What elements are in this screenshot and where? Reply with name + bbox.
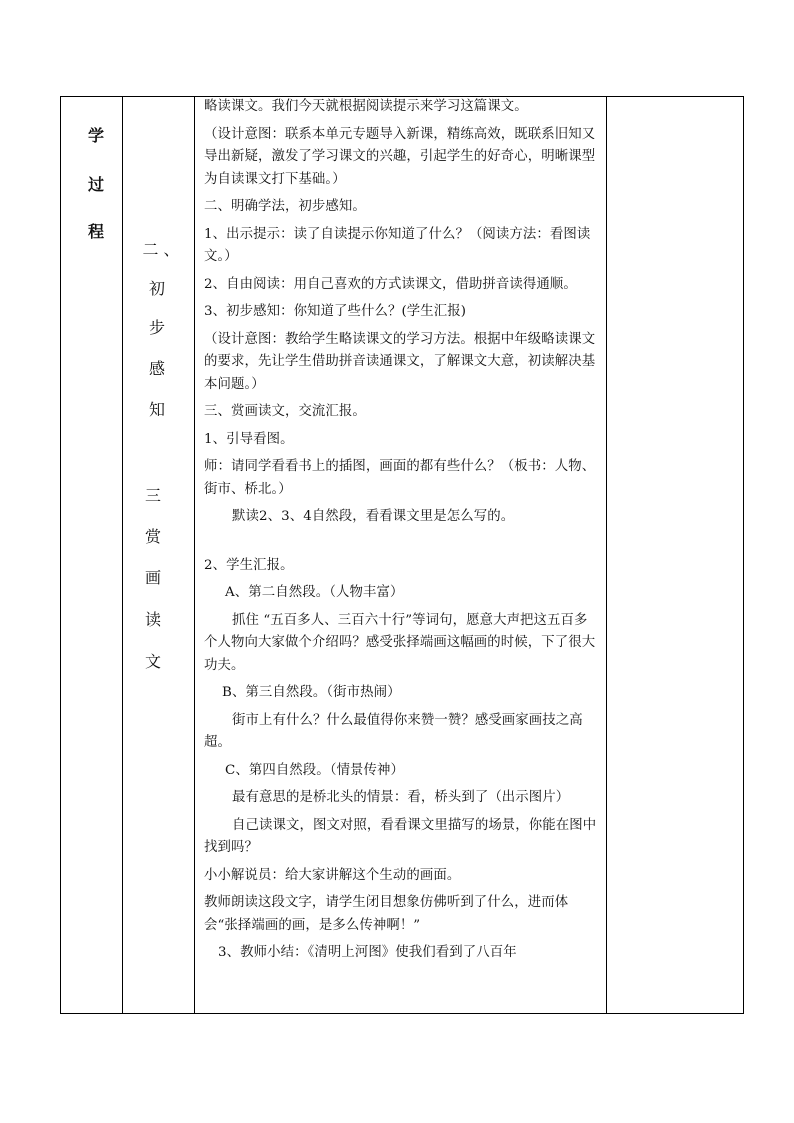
content-line: A、第二自然段。（人物丰富） [225, 585, 404, 600]
content-line: 2、自由阅读：用自己喜欢的方式读课文，借助拼音读得通顺。 [204, 276, 577, 292]
section-label-char: 二 、 [142, 240, 180, 259]
stage-label-char: 学 [87, 126, 104, 145]
content-line: 三、赏画读文，交流汇报。 [204, 404, 366, 419]
content-line: 二、明确学法，初步感知。 [204, 199, 366, 214]
stage-label-column [61, 97, 122, 1013]
section-label-char: 步 [148, 318, 165, 337]
stage-label-char: 程 [87, 222, 104, 241]
content-column [194, 97, 606, 1013]
content-line: 师：请同学看看书上的插图，画面的都有些什么？（板书：人物、街市、桥北。） [204, 459, 596, 497]
content-line: 默读2、3、4自然段，看看课文里是怎么写的。 [232, 509, 515, 524]
content-line: 1、出示提示：读了自读提示你知道了什么？（阅读方法：看图读文。） [204, 226, 591, 264]
section-label-char: 感 [148, 359, 165, 378]
content-line: 自己读课文，图文对照，看看课文里描写的场景，你能在图中找到吗？ [204, 817, 597, 855]
content-line: 3、初步感知：你知道了些什么？(学生汇报) [204, 304, 467, 319]
content-line: 抓住 “五百多人、三百六十行”等词句，愿意大声把这五百多个人物向大家做个介绍吗？感受张择端画这幅画的时候，下了很大功夫。 [204, 612, 596, 673]
content-line: 1、引导看图。 [204, 431, 294, 447]
content-line: 2、学生汇报。 [204, 557, 294, 573]
notes-column [606, 97, 745, 1013]
section-label-char: 读 [144, 610, 161, 629]
content-line: 街市上有什么？什么最值得你来赞一赞？感受画家画技之高超。 [204, 712, 583, 750]
section-label-char: 初 [148, 279, 165, 298]
content-line: （设计意图：教给学生略读课文的学习方法。根据中年级略读课文的要求，先让学生借助拼音读通课文，了解课文大意，初读解决基本问题。） [204, 331, 596, 392]
content-line: 最有意思的是桥北头的情景：看，桥头到了（出示图片） [232, 790, 570, 805]
content-line: B、第三自然段。（街市热闹） [222, 685, 401, 700]
content-line: 小小解说员：给大家讲解这个生动的画面。 [204, 867, 461, 883]
content-line: 略读课文。我们今天就根据阅读提示来学习这篇课文。 [204, 99, 528, 114]
content-line: 教师朗读这段文字，请学生闭目想象仿佛听到了什么，进而体会“张择端画的画，是多么传神啊！” [204, 895, 569, 933]
section-label-char: 画 [144, 568, 161, 587]
section-label-char: 知 [148, 400, 165, 419]
content-body [204, 97, 600, 965]
lesson-plan-table [60, 96, 744, 1014]
content-line: C、第四自然段。（情景传神） [225, 762, 405, 778]
section-label-char: 文 [144, 652, 161, 671]
content-line: 3、教师小结：《清明上河图》使我们看到了八百年 [218, 945, 517, 960]
section-label-char: 三 [144, 486, 161, 505]
stage-label-char: 过 [87, 175, 104, 194]
section-label-column [122, 97, 194, 1013]
content-line: （设计意图：联系本单元专题导入新课，精练高效，既联系旧知又导出新疑，激发了学习课文的兴趣，引起学生的好奇心，明晰课型为自读课文打下基础。） [204, 126, 596, 187]
section-label-char: 赏 [144, 527, 161, 546]
